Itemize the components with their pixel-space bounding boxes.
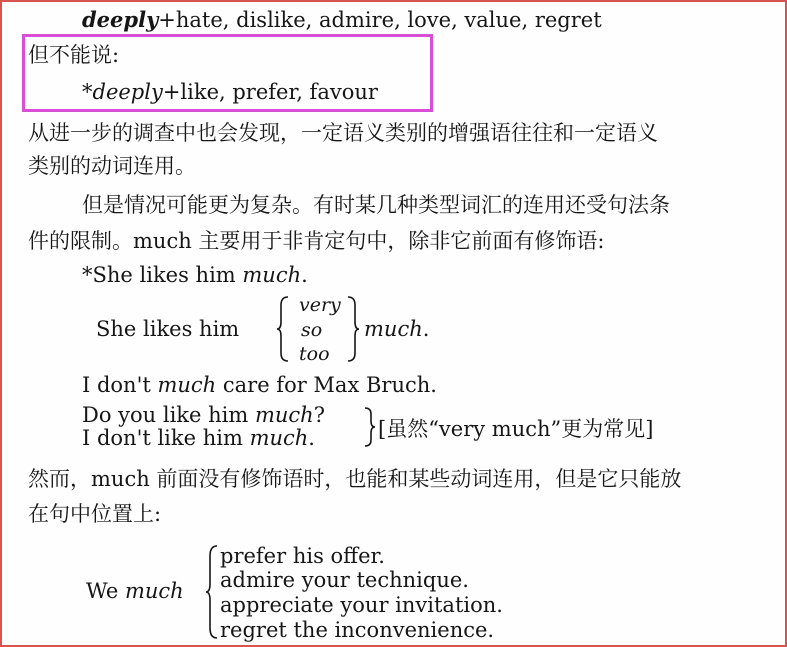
emphasis-much: much: [242, 263, 302, 287]
emphasis-much: much: [254, 403, 314, 427]
example-she-likes-star: *She likes him much.: [82, 263, 308, 287]
example-deeply-invalid: [82, 80, 378, 104]
paragraph-1-line-2: 类别的动词连用。: [28, 154, 196, 178]
emphasis-much: much: [124, 579, 184, 603]
paragraph-3-line-1: 然而，much 前面没有修饰语时，也能和某些动词连用，但是它只能放: [28, 467, 682, 491]
example-question-much: Do you like him much?: [82, 403, 325, 427]
verb-phrase-item: admire your technique.: [220, 568, 469, 592]
cannot-say-label: 但不能说:: [28, 43, 120, 67]
verb-phrase-item: appreciate your invitation.: [220, 593, 503, 617]
paragraph-2-line-2: 件的限制。much 主要用于非肯定句中，除非它前面有修饰语:: [28, 229, 605, 253]
left-brace: [276, 295, 290, 363]
ungrammatical-star: *: [82, 80, 93, 104]
example-we-much: We much: [86, 579, 184, 603]
paragraph-2-line-1: 但是情况可能更为复杂。有时某几种类型词汇的连用还受句法条: [82, 193, 670, 217]
paragraph-1-line-1: 从进一步的调查中也会发现，一定语义类别的增强语往往和一定语义: [28, 121, 658, 145]
verb-phrase-item: regret the inconvenience.: [220, 618, 495, 642]
example-negative-much: I don't like him much.: [82, 426, 315, 450]
emphasis-much: much: [157, 373, 217, 397]
example-she-likes-modified-tail: much.: [364, 317, 430, 341]
example-keyword: deeply: [92, 80, 163, 104]
example-deeply-verbs: [82, 8, 602, 32]
example-verb-list: +hate, dislike, admire, love, value, regret: [158, 8, 602, 32]
example-dont-much-care: I don't much care for Max Bruch.: [82, 373, 437, 397]
modifier-option: too: [299, 343, 330, 365]
modifier-option: very: [299, 294, 341, 316]
right-brace: [364, 406, 376, 448]
modifier-option: so: [301, 319, 323, 341]
example-keyword: deeply: [82, 7, 159, 32]
paragraph-3-line-2: 在句中位置上:: [28, 502, 162, 526]
verb-phrase-item: prefer his offer.: [220, 544, 385, 568]
usage-note: [虽然“very much”更为常见]: [378, 417, 654, 441]
example-she-likes-modified: She likes him: [96, 317, 240, 341]
left-brace: [205, 544, 219, 640]
emphasis-much: much: [364, 317, 423, 341]
right-brace: [346, 295, 360, 363]
example-verb-list: +like, prefer, favour: [162, 80, 378, 104]
emphasis-much: much: [249, 426, 309, 450]
